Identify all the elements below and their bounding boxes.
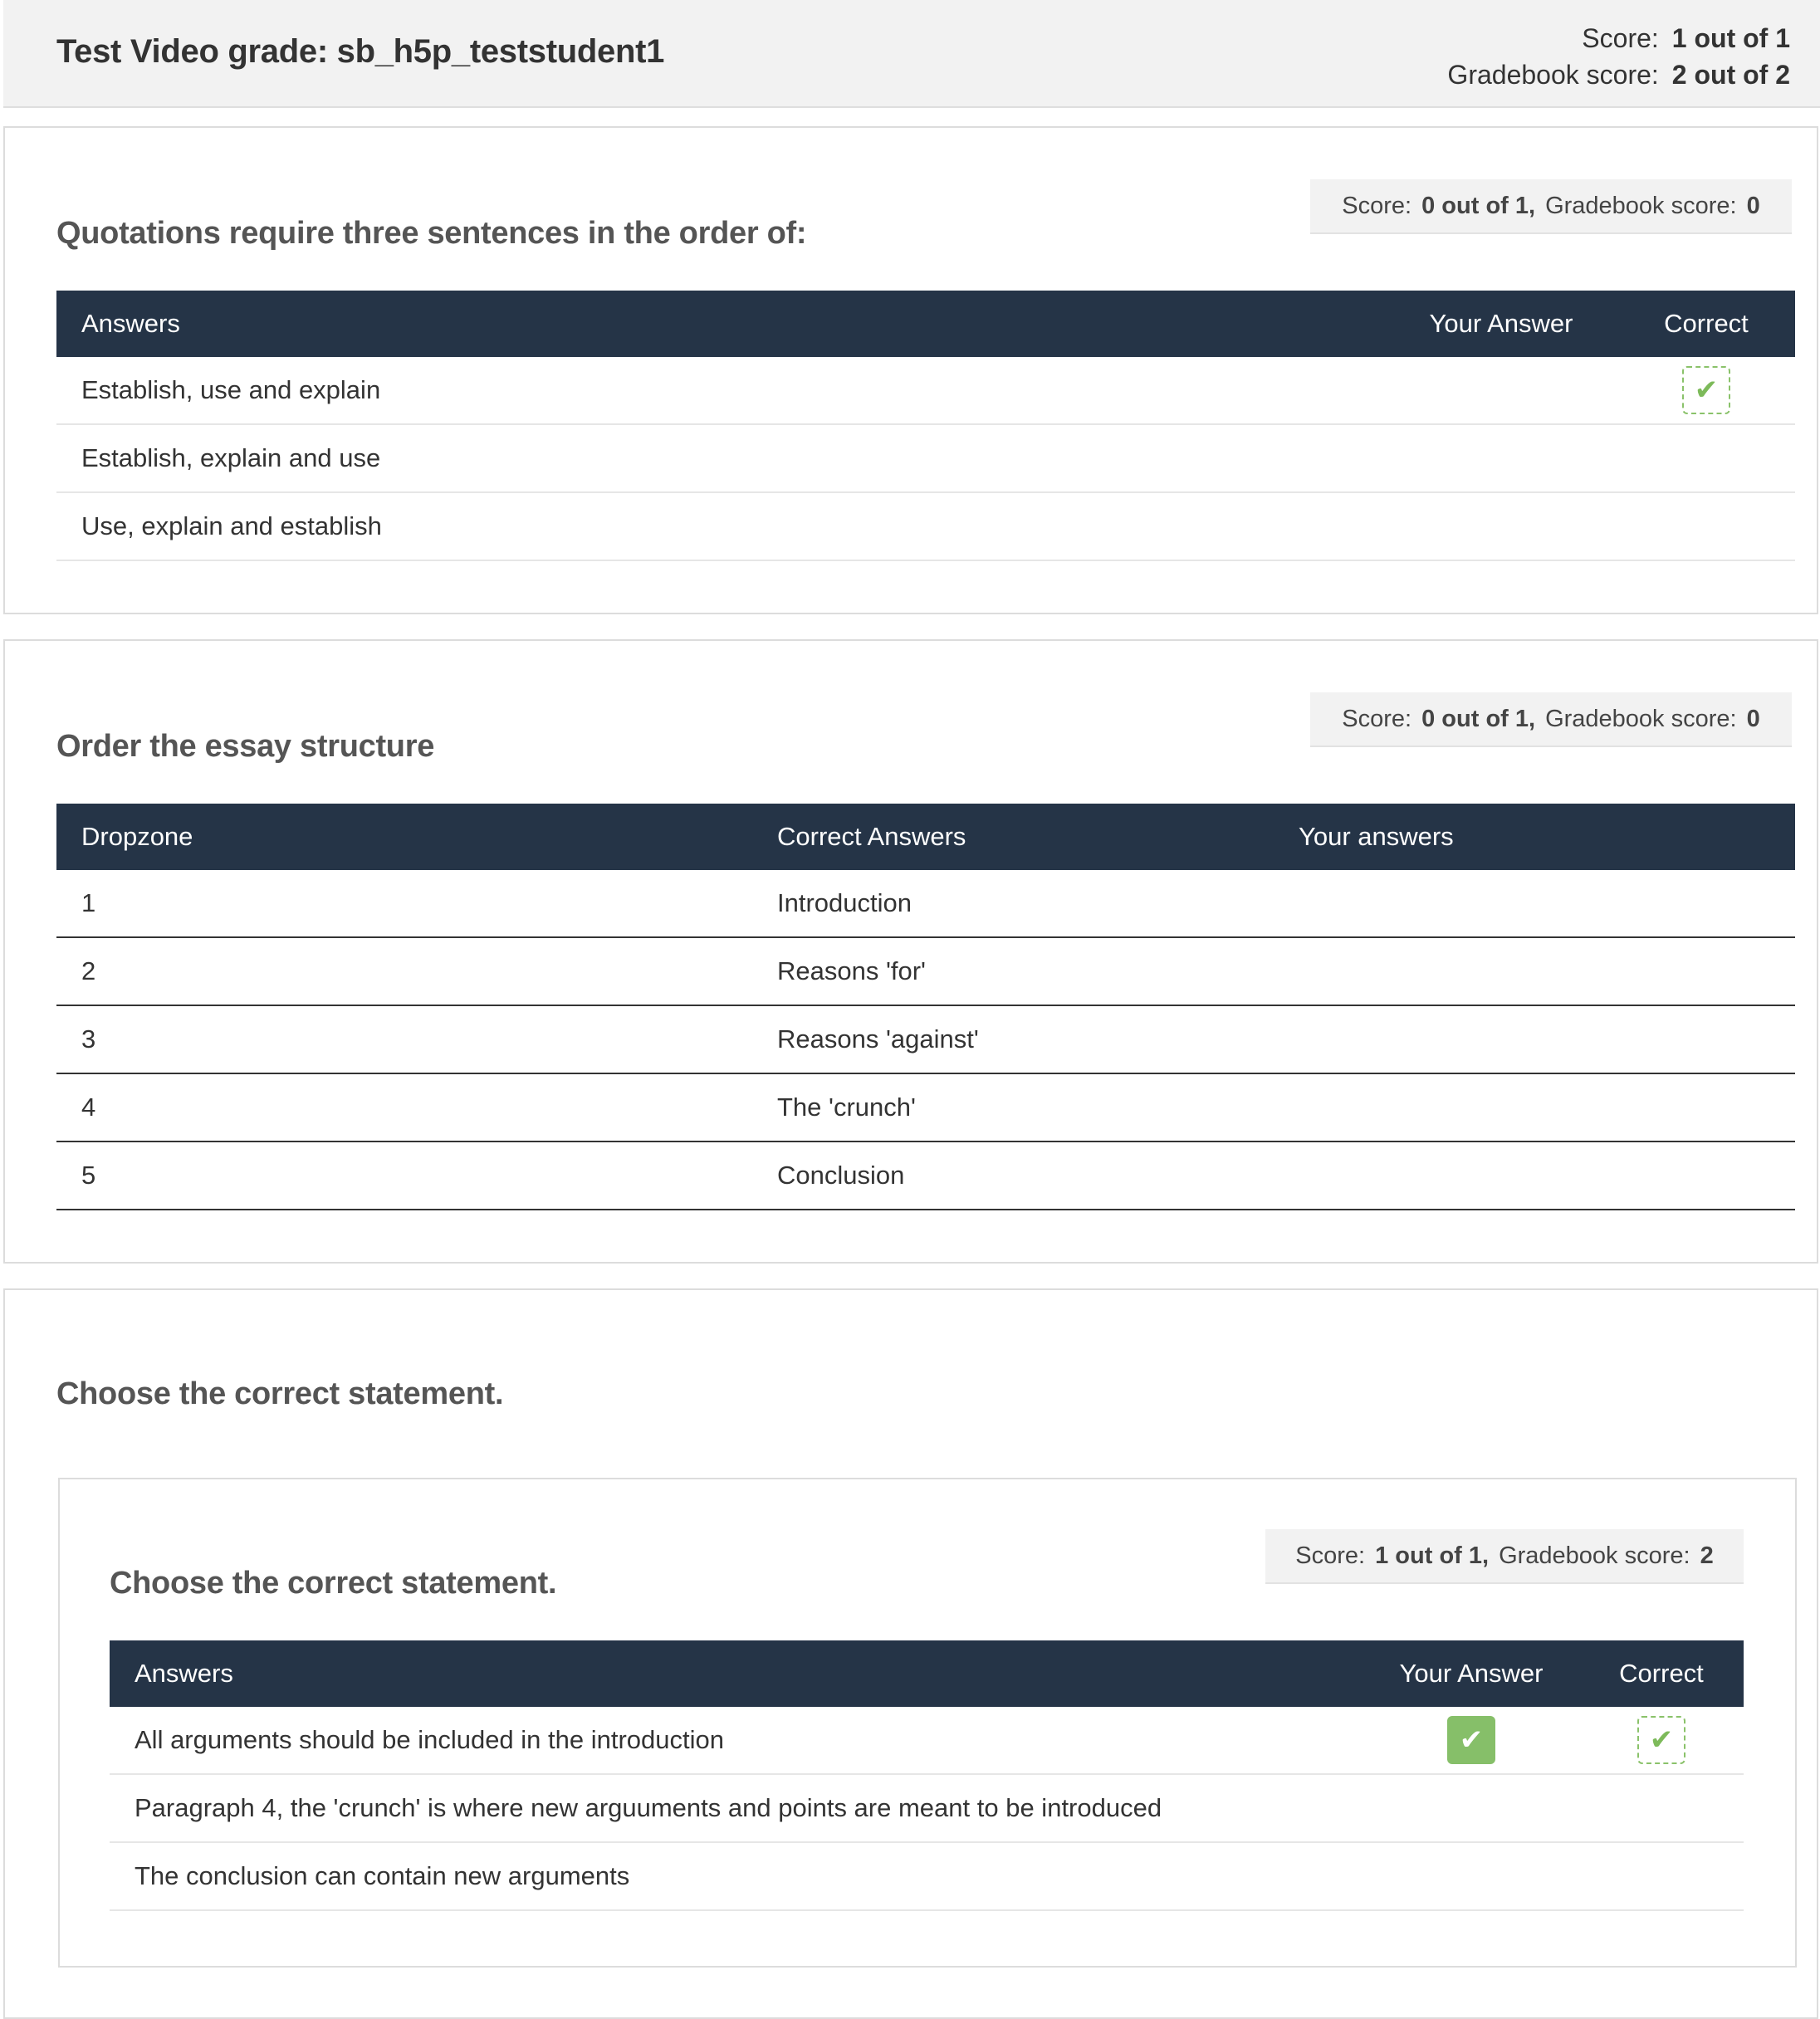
page-title: Test Video grade: sb_h5p_teststudent1 [56, 33, 665, 70]
column-header-correct: Correct [1617, 291, 1795, 357]
your-answer [1274, 870, 1795, 937]
table-row [56, 1073, 1795, 1141]
question-title: Order the essay structure [56, 729, 435, 764]
score-label: Score: [1342, 192, 1412, 219]
dropzone-number: 5 [56, 1141, 752, 1210]
table-row [110, 1842, 1744, 1910]
score-value: 1 out of 1 [1671, 23, 1790, 53]
table-row [56, 424, 1795, 492]
column-header-your-answer: Your Answer [1385, 291, 1617, 357]
answer-text: The conclusion can contain new arguments [110, 1842, 1363, 1910]
table-row [56, 1141, 1795, 1210]
table-row [110, 1774, 1744, 1842]
check-icon: ✔ [1637, 1716, 1685, 1764]
correct-cell [1579, 1842, 1744, 1910]
table-header-row [56, 291, 1795, 357]
question-title: Choose the correct statement. [110, 1566, 557, 1601]
column-header-your-answers: Your answers [1274, 804, 1795, 870]
your-answer-cell [1385, 492, 1617, 560]
your-answer [1274, 1073, 1795, 1141]
score-value: 1 out of 1, [1375, 1542, 1490, 1569]
table-row [56, 1005, 1795, 1073]
answer-text: All arguments should be included in the introduction [110, 1707, 1363, 1774]
score-label: Score: [1295, 1542, 1366, 1569]
correct-cell [1579, 1774, 1744, 1842]
gradebook-label: Gradebook score: [1499, 1542, 1690, 1569]
correct-cell [1617, 492, 1795, 560]
answer-text: Establish, use and explain [56, 357, 1385, 424]
score-value: 0 out of 1, [1421, 192, 1536, 219]
score-value: 0 out of 1, [1421, 705, 1536, 732]
question-score-box [1310, 692, 1792, 747]
table-row [56, 937, 1795, 1005]
dropzone-number: 4 [56, 1073, 752, 1141]
gradebook-value: 2 [1700, 1542, 1714, 1569]
your-answer [1274, 1141, 1795, 1210]
check-icon: ✔ [1682, 366, 1730, 414]
answer-text: Establish, explain and use [56, 424, 1385, 492]
column-header-answers: Answers [110, 1640, 1363, 1707]
your-answer-cell [1385, 424, 1617, 492]
question-score-box [1310, 179, 1792, 234]
table-header-row [110, 1640, 1744, 1707]
question-title: Quotations require three sentences in the order of: [56, 216, 807, 251]
gradebook-label: Gradebook score: [1545, 192, 1737, 219]
column-header-dropzone: Dropzone [56, 804, 752, 870]
your-answer-cell [1363, 1774, 1579, 1842]
answers-table [56, 291, 1795, 561]
overall-gradebook-score [1447, 56, 1790, 93]
question-score-box [1265, 1529, 1744, 1584]
your-answer-cell [1363, 1707, 1579, 1774]
correct-cell [1617, 424, 1795, 492]
answer-text: Use, explain and establish [56, 492, 1385, 560]
your-answer [1274, 1005, 1795, 1073]
overall-score [1447, 20, 1790, 56]
table-header-row [56, 804, 1795, 870]
table-row [56, 357, 1795, 424]
question-panel-quotations [3, 126, 1818, 614]
gradebook-value: 0 [1746, 192, 1760, 219]
table-row [56, 492, 1795, 560]
correct-answer: Introduction [752, 870, 1274, 937]
correct-answer: Reasons 'against' [752, 1005, 1274, 1073]
gradebook-label: Gradebook score: [1545, 705, 1737, 732]
correct-cell [1617, 357, 1795, 424]
gradebook-value: 0 [1746, 705, 1760, 732]
dropzone-number: 1 [56, 870, 752, 937]
question-panel-essay-structure [3, 639, 1818, 1264]
answer-text: Paragraph 4, the 'crunch' is where new arguuments and points are meant to be introduced [110, 1774, 1363, 1842]
column-header-correct-answers: Correct Answers [752, 804, 1274, 870]
answers-table [110, 1640, 1744, 1911]
your-answer [1274, 937, 1795, 1005]
your-answer-cell [1363, 1842, 1579, 1910]
gradebook-label: Gradebook score: [1447, 60, 1659, 90]
sub-question-panel [58, 1478, 1797, 1968]
question-title: Choose the correct statement. [56, 1376, 504, 1411]
correct-answer: The 'crunch' [752, 1073, 1274, 1141]
dropzone-number: 2 [56, 937, 752, 1005]
dropzone-number: 3 [56, 1005, 752, 1073]
check-icon: ✔ [1447, 1716, 1495, 1764]
your-answer-cell [1385, 357, 1617, 424]
gradebook-value: 2 out of 2 [1671, 60, 1790, 90]
column-header-your-answer: Your Answer [1363, 1640, 1579, 1707]
correct-answer: Reasons 'for' [752, 937, 1274, 1005]
score-label: Score: [1582, 23, 1659, 53]
column-header-correct: Correct [1579, 1640, 1744, 1707]
table-row [110, 1707, 1744, 1774]
correct-answer: Conclusion [752, 1141, 1274, 1210]
score-label: Score: [1342, 705, 1412, 732]
grade-header [3, 0, 1820, 108]
table-row [56, 870, 1795, 937]
question-panel-correct-statement [3, 1288, 1818, 2019]
column-header-answers: Answers [56, 291, 1385, 357]
dropzone-table [56, 804, 1795, 1210]
overall-score-summary [1447, 20, 1790, 93]
correct-cell [1579, 1707, 1744, 1774]
